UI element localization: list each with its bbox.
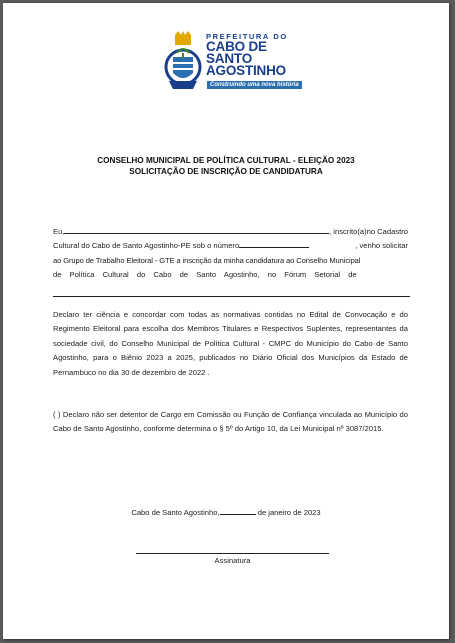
declaration-paragraph-1: Declaro ter ciência e concordar com todas as normativas contidas no Edital de Convocação e do Regimento Eleitoral para escolha dos Membros Titulares e Respectivos Suplentes, representantes da sociedade civil, do Conselho Municipal de Política Cultural - CMPC do Município do Cabo de Santo Agostinho, para o Biênio 2023 a 2025, publicados no Diário Oficial dos Municípios da Estado de Pernambuco no dia 30 de dezembro de 2022 . [53,310,408,377]
name-field-line[interactable] [64,225,329,234]
logo-slogan: Construindo uma nova história [207,81,302,89]
logo-city-name: CABO DE SANTO AGOSTINHO [206,39,286,78]
day-field-line[interactable] [220,506,256,515]
document-page [3,3,449,639]
candidate-form-paragraph: Eu, , inscrito(a)no Cadastro Cultural do Cabo de Santo Agostinho-PE sob o número , venho solicitar ao Grupo de Trabalho Eleitoral - GTE a inscrição da minha candidatura ao Conselho Municipal de Política Cultural do Cabo de Santo Agostinho, no Fórum Setorial de [53,227,408,280]
logo-prefeitura-text: PREFEITURA DO [206,32,288,41]
document-title: CONSELHO MUNICIPAL DE POLÍTICA CULTURAL - ELEIÇÃO 2023 SOLICITAÇÃO DE INSCRIÇÃO DE CANDIDATURA [97,156,355,176]
signature-label: Assinatura [214,556,251,565]
signature-line[interactable] [136,553,329,554]
date-line: Cabo de Santo Agostinho, de janeiro de 2023 [131,508,321,517]
registration-number-line[interactable] [239,239,309,248]
coat-of-arms-icon [163,31,203,101]
declaration-paragraph-2: ( ) Declaro não ser detentor de Cargo em Comissão ou Função de Confiança vinculada ao Município do Cabo de Santo Agostinho, conforme determina o § 5º do Artigo 10, da Lei Municipal nº 3087/2015. [53,410,408,434]
forum-setorial-line[interactable] [53,296,410,297]
prefeitura-logo [163,31,303,107]
